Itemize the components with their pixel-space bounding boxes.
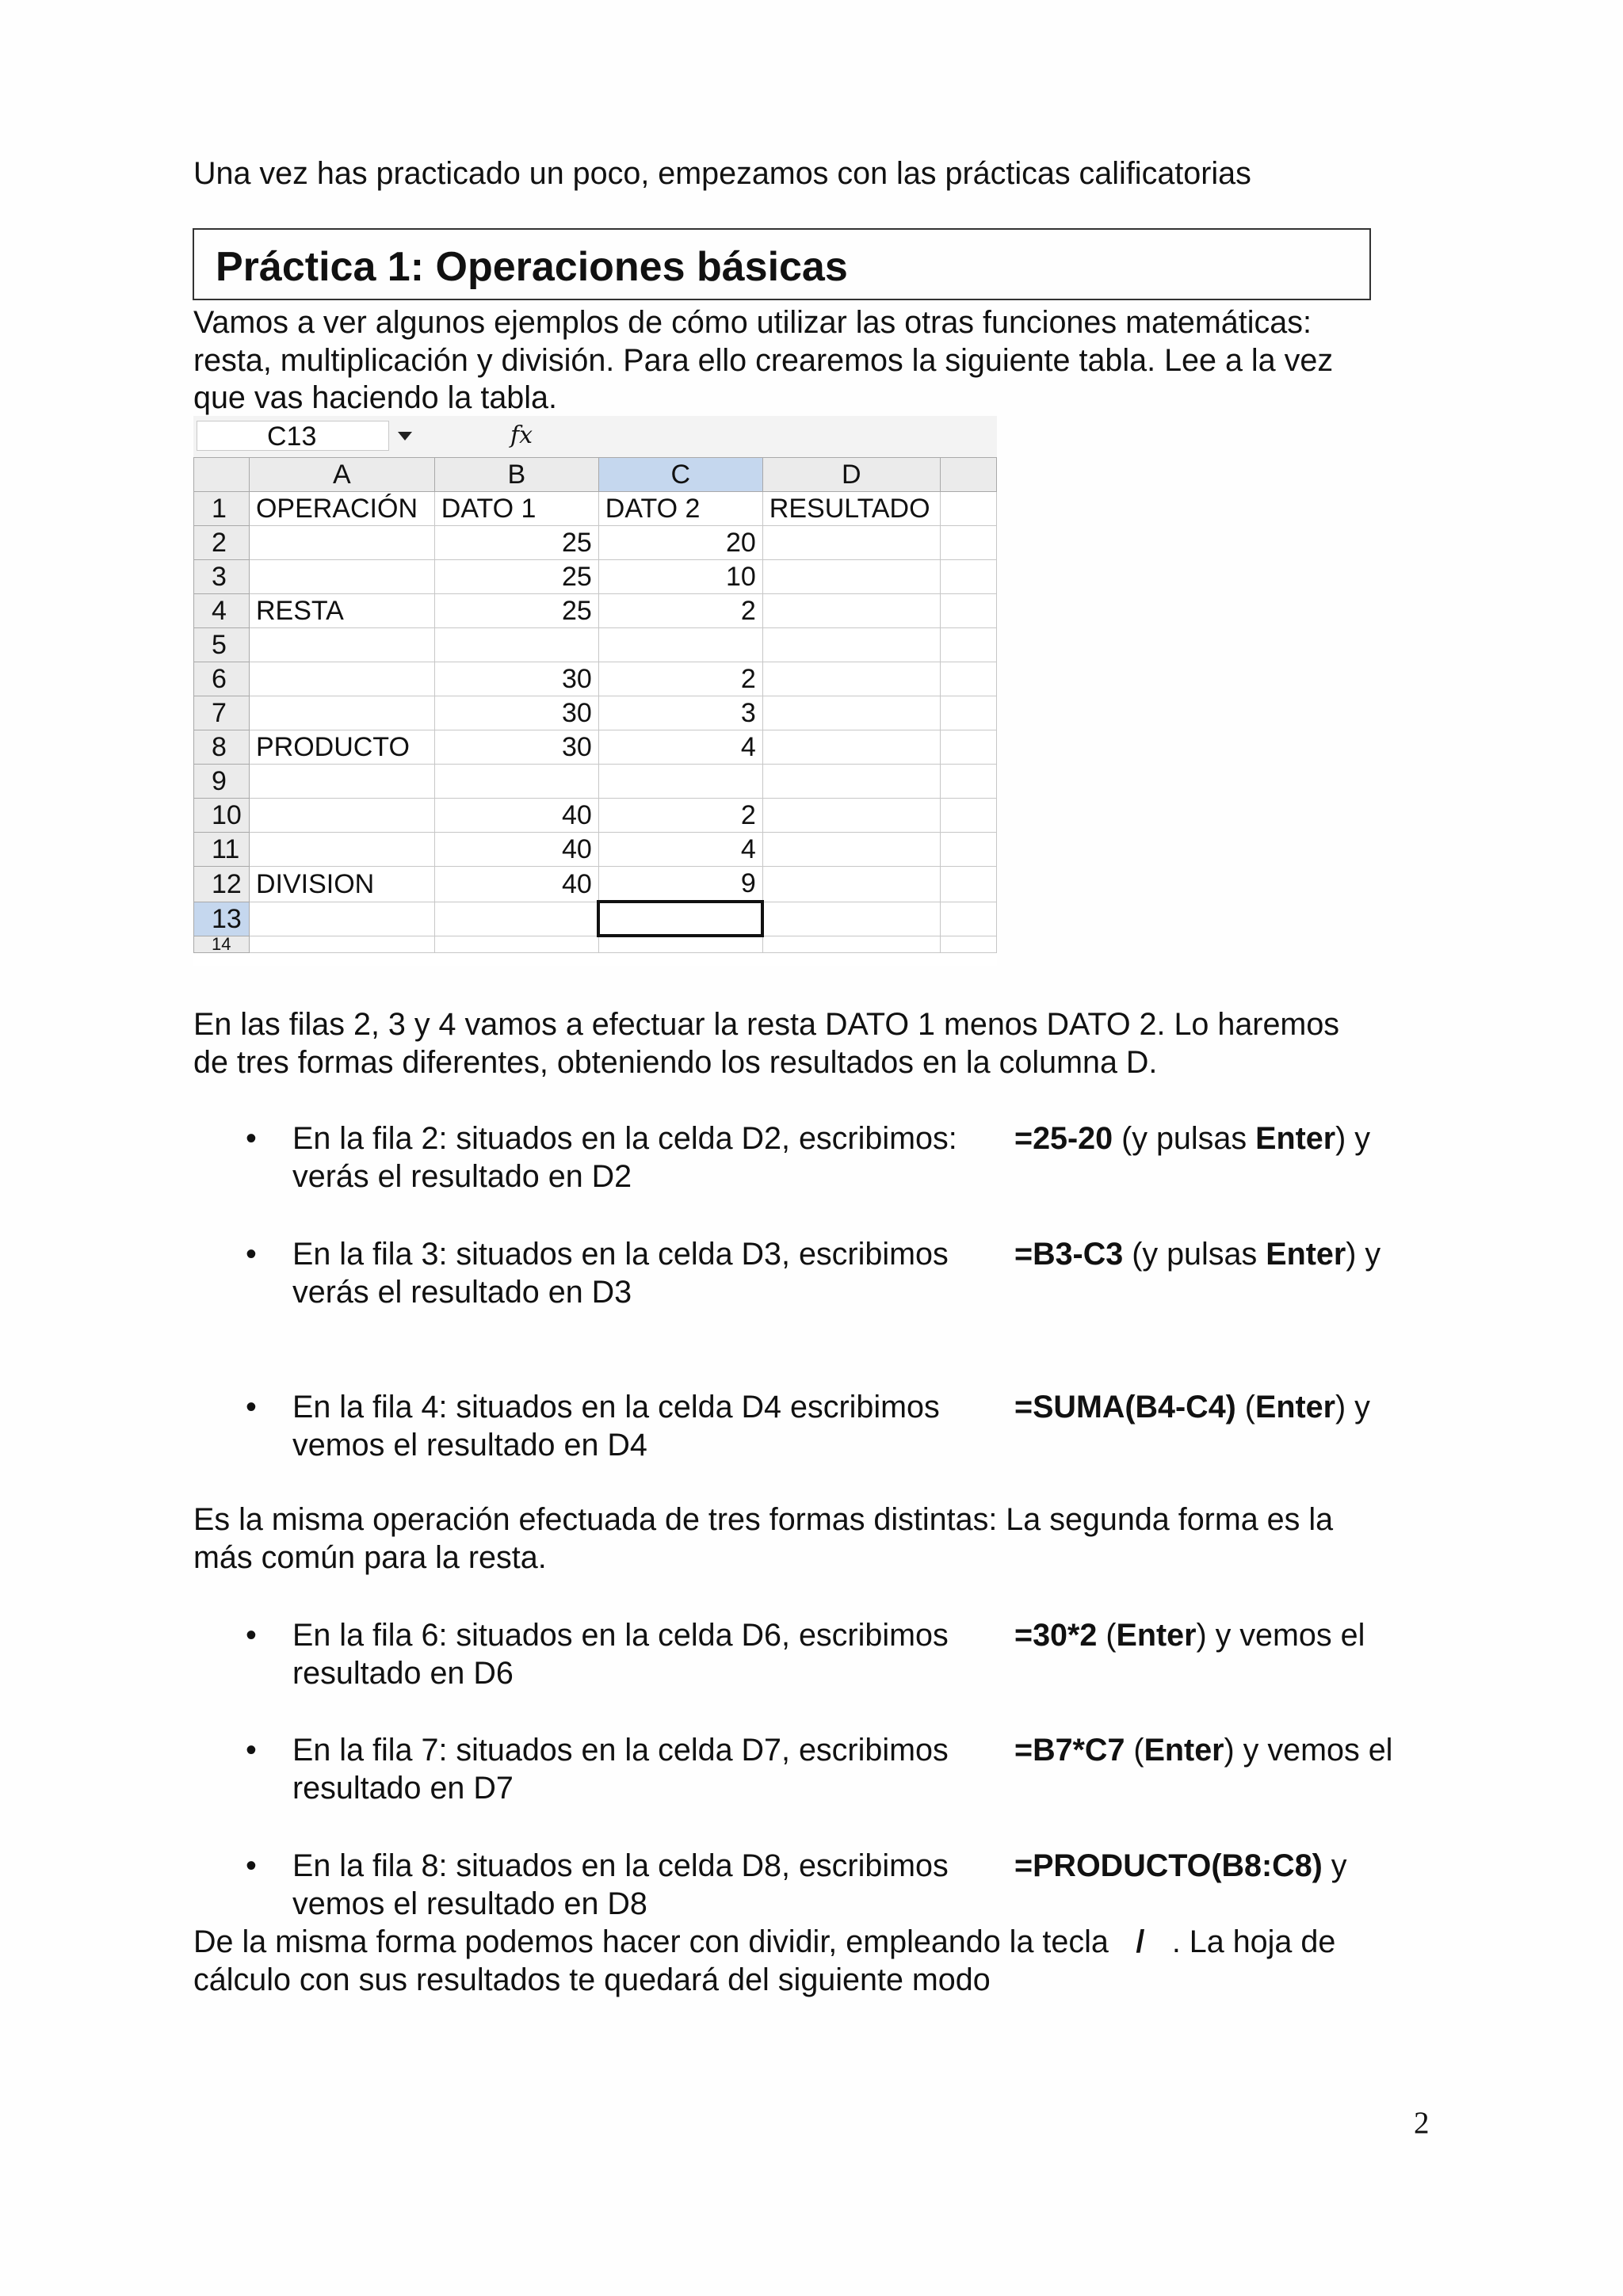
spreadsheet-row [194, 902, 997, 936]
formula-instruction [1014, 1732, 1392, 1770]
explanation-paragraph [193, 1006, 1339, 1081]
enter-key: Enter [1255, 1121, 1336, 1156]
cell-d5 [762, 628, 940, 662]
cell-c1: DATO 2 [598, 492, 762, 526]
cell-d6 [762, 662, 940, 696]
row-header: 7 [194, 696, 250, 730]
practice-title-box [193, 228, 1371, 300]
paragraph-line: de tres formas diferentes, obteniendo los resultados en la columna D. [193, 1044, 1158, 1080]
cell-extra [940, 560, 996, 594]
formula-instruction [1014, 1236, 1381, 1274]
cell-b4: 25 [434, 594, 598, 628]
cell-d7 [762, 696, 940, 730]
paragraph-text: . La hoja de [1171, 1924, 1336, 1959]
row-header: 1 [194, 492, 250, 526]
paragraph-line: resta, multiplicación y división. Para ello crearemos la siguiente tabla. Lee a la vez [193, 342, 1334, 378]
row-header: 14 [194, 936, 250, 952]
bullet-text [292, 1732, 949, 1807]
practice-title: Práctica 1: Operaciones básicas [216, 244, 848, 290]
formula-mid: ( [1235, 1390, 1255, 1425]
cell-extra [940, 833, 996, 867]
paragraph-line [193, 1924, 1335, 1962]
formula-mid: (y pulsas [1113, 1121, 1256, 1156]
formula-mid: ( [1097, 1618, 1117, 1653]
slash-key: / [1136, 1924, 1145, 1959]
bullet-icon: • [246, 1237, 257, 1272]
cell-d4 [762, 594, 940, 628]
formula-instruction [1014, 1848, 1347, 1886]
cell-extra [940, 696, 996, 730]
row-header: 3 [194, 560, 250, 594]
bullet-text [292, 1120, 957, 1196]
bullet-line: En la fila 7: situados en la celda D7, escribimos [292, 1733, 949, 1768]
cell-a13 [249, 902, 434, 936]
spreadsheet-row [194, 662, 997, 696]
cell-extra [940, 526, 996, 560]
cell-a9 [249, 765, 434, 799]
column-header: C [598, 458, 762, 492]
cell-extra [940, 765, 996, 799]
enter-key: Enter [1116, 1618, 1197, 1653]
formula-code: =30*2 [1014, 1618, 1098, 1653]
formula-bar [193, 416, 997, 458]
row-header: 4 [194, 594, 250, 628]
cell-c12: 9 [598, 867, 762, 902]
formula-instruction [1014, 1617, 1365, 1655]
summary-paragraph [193, 1501, 1333, 1577]
formula-end: ) y [1346, 1237, 1381, 1272]
cell-c10: 2 [598, 799, 762, 833]
cell-a3 [249, 560, 434, 594]
cell-a5 [249, 628, 434, 662]
bullet-text [292, 1389, 940, 1464]
cell-b12: 40 [434, 867, 598, 902]
intro-text: Una vez has practicado un poco, empezamos con las prácticas calificatorias [193, 156, 1251, 191]
cell-c4: 2 [598, 594, 762, 628]
spreadsheet-row [194, 560, 997, 594]
cell-c5 [598, 628, 762, 662]
closing-paragraph [193, 1924, 1335, 1999]
formula-mid: y [1322, 1848, 1347, 1883]
row-header: 8 [194, 730, 250, 765]
paragraph-line: Es la misma operación efectuada de tres formas distintas: La segunda forma es la [193, 1502, 1334, 1537]
cell-a7 [249, 696, 434, 730]
spreadsheet-row [194, 867, 997, 902]
row-header: 9 [194, 765, 250, 799]
spreadsheet-body [194, 492, 997, 953]
function-icon: fx [510, 421, 533, 449]
cell-a10 [249, 799, 434, 833]
bullet-line: verás el resultado en D2 [292, 1158, 632, 1194]
enter-key: Enter [1266, 1237, 1346, 1272]
cell-b9 [434, 765, 598, 799]
cell-d3 [762, 560, 940, 594]
bullet-line: resultado en D6 [292, 1655, 514, 1691]
spreadsheet-row [194, 799, 997, 833]
bullet-icon: • [246, 1733, 257, 1768]
spreadsheet-row [194, 765, 997, 799]
bullet-text [292, 1848, 949, 1923]
cell-d1: RESULTADO [762, 492, 940, 526]
bullet-line: En la fila 3: situados en la celda D3, escribimos [292, 1237, 949, 1272]
cell-d9 [762, 765, 940, 799]
cell-d13 [762, 902, 940, 936]
column-header: A [249, 458, 434, 492]
cell-b6: 30 [434, 662, 598, 696]
spreadsheet-row [194, 730, 997, 765]
column-header: D [762, 458, 940, 492]
bullet-icon: • [246, 1618, 257, 1653]
intro-paragraph [193, 304, 1333, 418]
cell-b13 [434, 902, 598, 936]
cell-b10: 40 [434, 799, 598, 833]
cell-extra [940, 902, 996, 936]
spreadsheet-grid [193, 457, 997, 953]
bullet-line: resultado en D7 [292, 1770, 514, 1806]
cell-b8: 30 [434, 730, 598, 765]
spreadsheet-screenshot [193, 416, 997, 966]
cell-c2: 20 [598, 526, 762, 560]
formula-code: =PRODUCTO(B8:C8) [1014, 1848, 1323, 1883]
formula-mid: ( [1125, 1733, 1144, 1768]
chevron-down-icon [398, 432, 412, 441]
spreadsheet-row [194, 526, 997, 560]
formula-code: =B3-C3 [1014, 1237, 1124, 1272]
cell-extra [940, 936, 996, 952]
formula-end: ) y vemos el [1224, 1733, 1393, 1768]
cell-c7: 3 [598, 696, 762, 730]
cell-b1: DATO 1 [434, 492, 598, 526]
paragraph-line: En las filas 2, 3 y 4 vamos a efectuar la resta DATO 1 menos DATO 2. Lo haremos [193, 1007, 1340, 1042]
cell-extra [940, 867, 996, 902]
formula-end: ) y [1335, 1390, 1370, 1425]
formula-instruction [1014, 1389, 1370, 1427]
row-header: 12 [194, 867, 250, 902]
bullet-text [292, 1236, 949, 1311]
paragraph-line: Vamos a ver algunos ejemplos de cómo utilizar las otras funciones matemáticas: [193, 305, 1312, 340]
page-number: 2 [1414, 2106, 1430, 2140]
cell-d12 [762, 867, 940, 902]
formula-instruction [1014, 1120, 1370, 1158]
enter-key: Enter [1144, 1733, 1224, 1768]
cell-extra [940, 594, 996, 628]
bullet-line: verás el resultado en D3 [292, 1274, 632, 1310]
cell-a6 [249, 662, 434, 696]
cell-d10 [762, 799, 940, 833]
enter-key: Enter [1254, 1390, 1335, 1425]
paragraph-text: De la misma forma podemos hacer con dividir, empleando la tecla [193, 1924, 1109, 1959]
row-header: 6 [194, 662, 250, 696]
cell-b5 [434, 628, 598, 662]
cell-extra [940, 492, 996, 526]
cell-b14 [434, 936, 598, 952]
cell-b3: 25 [434, 560, 598, 594]
row-header: 5 [194, 628, 250, 662]
row-header: 10 [194, 799, 250, 833]
cell-a4: RESTA [249, 594, 434, 628]
row-header: 2 [194, 526, 250, 560]
bullet-text [292, 1617, 949, 1692]
spreadsheet-row [194, 492, 997, 526]
formula-code: =B7*C7 [1014, 1733, 1125, 1768]
cell-c3: 10 [598, 560, 762, 594]
corner-cell [194, 458, 250, 492]
row-header: 13 [194, 902, 250, 936]
cell-a2 [249, 526, 434, 560]
bullet-line: En la fila 2: situados en la celda D2, escribimos: [292, 1121, 957, 1156]
cell-c11: 4 [598, 833, 762, 867]
bullet-line: vemos el resultado en D4 [292, 1427, 647, 1463]
formula-end: ) y [1335, 1121, 1370, 1156]
spreadsheet-row [194, 696, 997, 730]
cell-b7: 30 [434, 696, 598, 730]
column-header [940, 458, 996, 492]
paragraph-line: más común para la resta. [193, 1539, 547, 1575]
cell-b11: 40 [434, 833, 598, 867]
row-header: 11 [194, 833, 250, 867]
cell-a8: PRODUCTO [249, 730, 434, 765]
spreadsheet-row [194, 936, 997, 952]
bullet-line: En la fila 8: situados en la celda D8, escribimos [292, 1848, 949, 1883]
cell-c13 [598, 902, 762, 936]
formula-mid: (y pulsas [1123, 1237, 1266, 1272]
bullet-line: En la fila 4: situados en la celda D4 escribimos [292, 1390, 940, 1425]
cell-extra [940, 799, 996, 833]
bullet-line: vemos el resultado en D8 [292, 1886, 647, 1921]
cell-extra [940, 628, 996, 662]
cell-a14 [249, 936, 434, 952]
cell-extra [940, 662, 996, 696]
cell-d11 [762, 833, 940, 867]
formula-code: =25-20 [1014, 1121, 1113, 1156]
column-header: B [434, 458, 598, 492]
spreadsheet-row [194, 628, 997, 662]
bullet-icon: • [246, 1121, 257, 1156]
cell-c6: 2 [598, 662, 762, 696]
name-box: C13 [197, 421, 389, 451]
bullet-line: En la fila 6: situados en la celda D6, escribimos [292, 1618, 949, 1653]
cell-d14 [762, 936, 940, 952]
bullet-icon: • [246, 1390, 257, 1425]
cell-a12: DIVISION [249, 867, 434, 902]
cell-c8: 4 [598, 730, 762, 765]
cell-d2 [762, 526, 940, 560]
cell-b2: 25 [434, 526, 598, 560]
paragraph-line: que vas haciendo la tabla. [193, 380, 557, 415]
paragraph-line: cálculo con sus resultados te quedará del siguiente modo [193, 1962, 991, 1997]
bullet-icon: • [246, 1848, 257, 1883]
spreadsheet-row [194, 833, 997, 867]
cell-a1: OPERACIÓN [249, 492, 434, 526]
formula-end: ) y vemos el [1196, 1618, 1365, 1653]
cell-a11 [249, 833, 434, 867]
spreadsheet-row [194, 594, 997, 628]
cell-c9 [598, 765, 762, 799]
cell-extra [940, 730, 996, 765]
cell-d8 [762, 730, 940, 765]
formula-code: =SUMA(B4-C4) [1014, 1390, 1236, 1425]
cell-c14 [598, 936, 762, 952]
